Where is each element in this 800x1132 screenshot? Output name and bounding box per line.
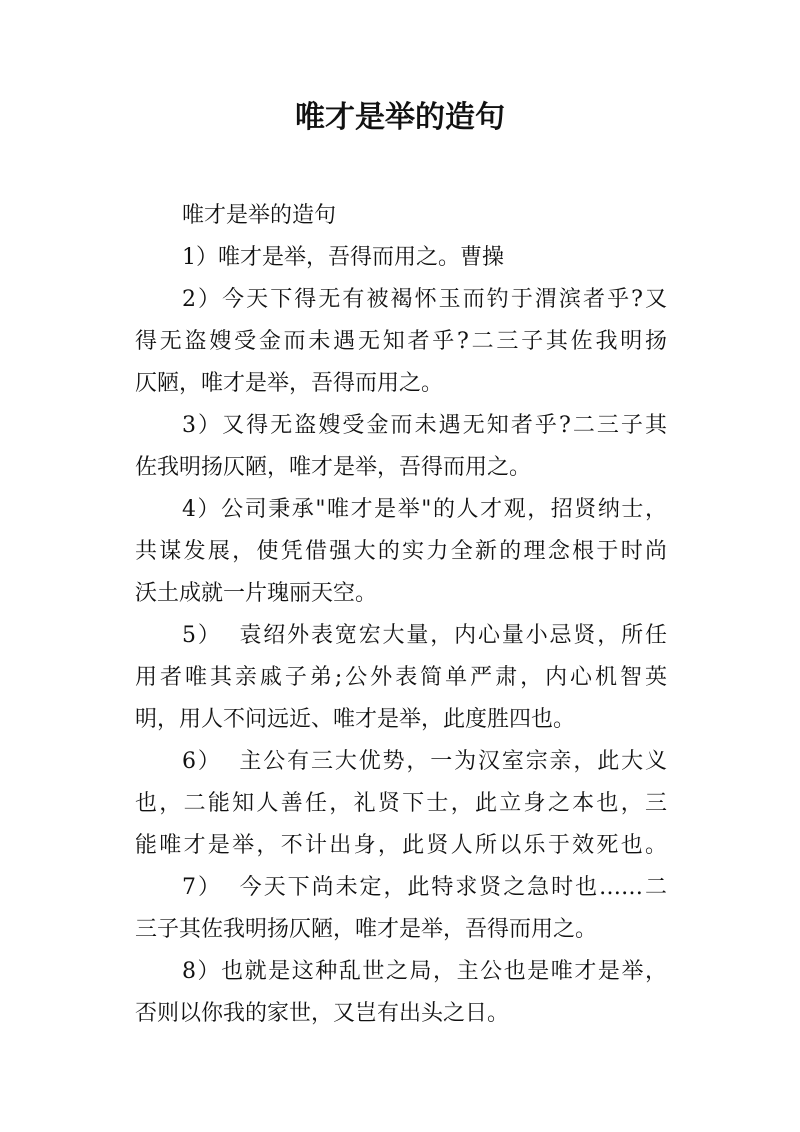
sentence-2-line: 2）今天下得无有被褐怀玉而钓于渭滨者乎?又 xyxy=(182,287,667,312)
document-title: 唯才是举的造句 xyxy=(295,100,505,135)
sentence-6-line: 也，二能知人善任，礼贤下士，此立身之本也，三 xyxy=(135,791,667,816)
sentence-5-line: 用者唯其亲戚子弟;公外表简单严肃，内心机智英 xyxy=(135,665,667,690)
sentence-2-line: 得无盗嫂受金而未遇无知者乎?二三子其佐我明扬 xyxy=(135,329,667,354)
sentence-4-line: 沃土成就一片瑰丽天空。 xyxy=(135,581,378,606)
sentence-3-line: 佐我明扬仄陋，唯才是举，吾得而用之。 xyxy=(135,455,532,480)
sentence-2-line: 仄陋，唯才是举，吾得而用之。 xyxy=(135,371,444,396)
sentence-8-line: 8）也就是这种乱世之局，主公也是唯才是举， xyxy=(182,959,667,984)
subtitle-line: 唯才是举的造句 xyxy=(182,203,337,228)
sentence-6-line: 6） 主公有三大优势，一为汉室宗亲，此大义 xyxy=(182,749,667,774)
sentence-1-line: 1）唯才是举，吾得而用之。曹操 xyxy=(182,245,504,270)
sentence-5-line: 5） 袁绍外表宽宏大量，内心量小忌贤，所任 xyxy=(182,623,667,648)
sentence-6-line: 能唯才是举，不计出身，此贤人所以乐于效死也。 xyxy=(135,833,667,858)
sentence-7-line: 三子其佐我明扬仄陋，唯才是举，吾得而用之。 xyxy=(135,917,598,942)
sentence-4-line: 4）公司秉承"唯才是举"的人才观，招贤纳士， xyxy=(182,497,667,522)
sentence-7-line: 7） 今天下尚未定，此特求贤之急时也……二 xyxy=(182,875,667,900)
sentence-4-line: 共谋发展，使凭借强大的实力全新的理念根于时尚 xyxy=(135,539,667,564)
sentence-8-line: 否则以你我的家世，又岂有出头之日。 xyxy=(135,1001,510,1026)
document-body xyxy=(135,195,667,1035)
sentence-5-line: 明，用人不问远近、唯才是举，此度胜四也。 xyxy=(135,707,576,732)
sentence-3-line: 3）又得无盗嫂受金而未遇无知者乎?二三子其 xyxy=(182,413,667,438)
